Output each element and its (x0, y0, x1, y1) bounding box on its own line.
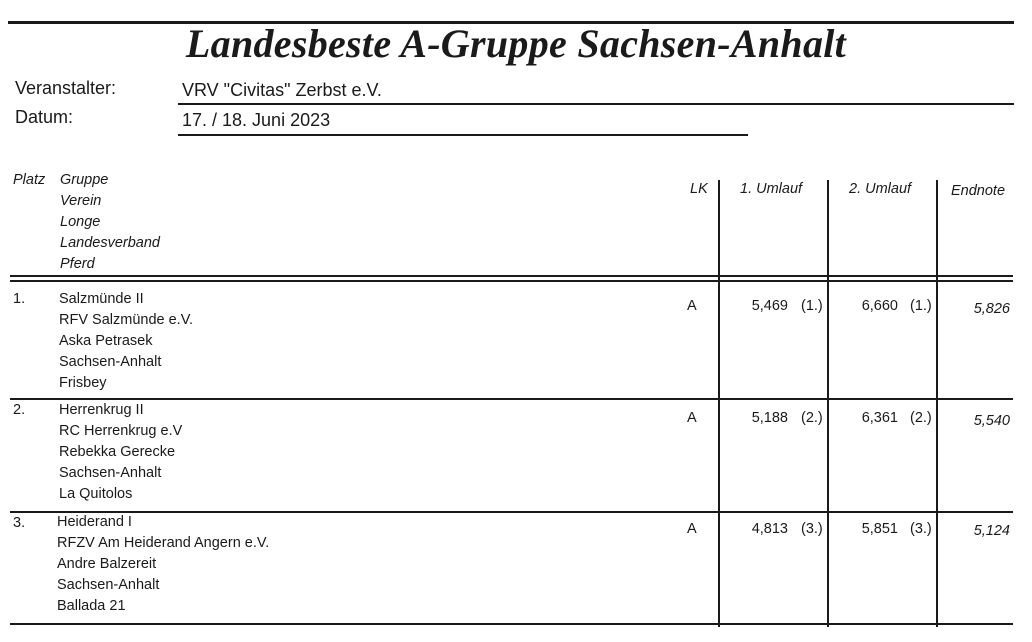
organizer-underline (178, 103, 1014, 105)
row-group: Heiderand I (57, 514, 132, 530)
header-double-rule-top (10, 275, 1013, 277)
header-longe: Longe (60, 214, 101, 230)
row-club: RC Herrenkrug e.V (59, 423, 183, 439)
row-round1-place: (3.) (801, 521, 823, 537)
row-lunger: Rebekka Gerecke (59, 444, 176, 460)
header-final: Endnote (951, 183, 1006, 199)
row-rank: 3. (13, 515, 26, 531)
row-final: 5,826 (973, 301, 1010, 317)
date-underline (178, 134, 748, 136)
header-pferd: Pferd (60, 256, 95, 272)
row-round2-score: 6,361 (861, 410, 898, 426)
header-stack (60, 170, 160, 275)
row-round2-place: (3.) (910, 521, 932, 537)
row-horse: Frisbey (59, 375, 107, 391)
row-details (57, 512, 269, 617)
row-round1-score: 4,813 (751, 521, 788, 537)
divider-round2 (936, 180, 938, 627)
row-group: Herrenkrug II (59, 402, 144, 418)
row-round1-score: 5,188 (751, 410, 788, 426)
row-club: RFV Salzmünde e.V. (59, 312, 194, 328)
header-landesverband: Landesverband (60, 235, 160, 251)
row-details (59, 289, 193, 394)
header-lk: LK (690, 181, 708, 197)
row-group: Salzmünde II (59, 291, 144, 307)
header-round1: 1. Umlauf (740, 181, 803, 197)
row-round1-place: (1.) (801, 298, 823, 314)
row-rank: 2. (13, 402, 26, 418)
row-final: 5,124 (973, 523, 1010, 539)
row-round1-place: (2.) (801, 410, 823, 426)
row-state: Sachsen-Anhalt (57, 577, 160, 593)
table-bottom-rule (10, 623, 1013, 625)
row-lk: A (687, 521, 697, 537)
date-label: Datum: (15, 107, 74, 127)
page-title: Landesbeste A-Gruppe Sachsen-Anhalt (185, 21, 847, 66)
row-round2-score: 5,851 (861, 521, 898, 537)
header-double-rule-bottom (10, 280, 1013, 282)
row-rank: 1. (13, 291, 26, 307)
row-club: RFZV Am Heiderand Angern e.V. (57, 535, 270, 551)
row-lunger: Andre Balzereit (57, 556, 157, 572)
organizer-label: Veranstalter: (15, 78, 117, 98)
row-horse: Ballada 21 (57, 598, 126, 614)
date-value: 17. / 18. Juni 2023 (182, 110, 331, 130)
row-lk: A (687, 298, 697, 314)
row-details (59, 400, 182, 505)
row-lunger: Aska Petrasek (59, 333, 153, 349)
divider-lk (718, 180, 720, 627)
row-final: 5,540 (973, 413, 1010, 429)
header-gruppe: Gruppe (60, 172, 109, 188)
row-round1-score: 5,469 (751, 298, 788, 314)
divider-round1 (827, 180, 829, 627)
header-verein: Verein (60, 193, 102, 209)
row-round2-place: (2.) (910, 410, 932, 426)
row-lk: A (687, 410, 697, 426)
row-round2-score: 6,660 (861, 298, 898, 314)
header-platz: Platz (13, 172, 46, 188)
row-round2-place: (1.) (910, 298, 932, 314)
organizer-value: VRV "Civitas" Zerbst e.V. (182, 80, 382, 100)
row-state: Sachsen-Anhalt (59, 465, 162, 481)
row-horse: La Quitolos (59, 486, 133, 502)
header-round2: 2. Umlauf (849, 181, 912, 197)
row-state: Sachsen-Anhalt (59, 354, 162, 370)
